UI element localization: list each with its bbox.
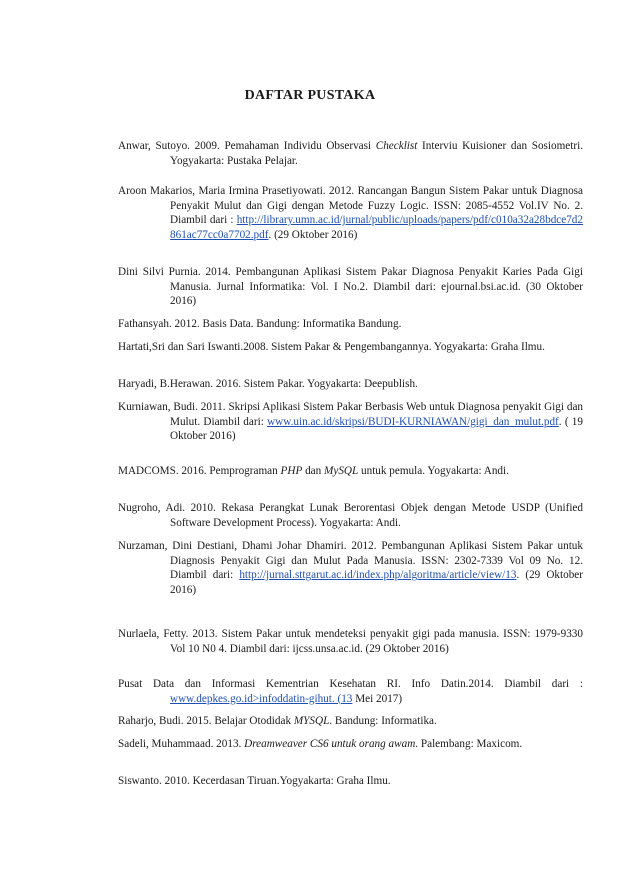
reference-entry: Aroon Makarios, Maria Irmina Prasetiyowati. 2012. Rancangan Bangun Sistem Pakar untuk Diagnosa Penyakit Mulut dan Gigi dengan Metode Fuzzy Logic. ISSN: 2085-4552 Vol.IV No. 2. Diambil dari : http://library.umn.ac.id/jurnal/public/uploads/papers/pdf/c010a32a28bdce7d2861ac77cc0a7702.pdf. (29 Oktober 2016): [118, 185, 583, 242]
reference-entry: Pusat Data dan Informasi Kementrian Kesehatan RI. Info Datin.2014. Diambil dari : www.depkes.go.id>infoddatin-gihut. (13 Mei 2017): [118, 678, 583, 705]
reference-entry: Dini Silvi Purnia. 2014. Pembangunan Aplikasi Sistem Pakar Diagnosa Penyakit Karies Pada Gigi Manusia. Jurnal Informatika: Vol. I No.2. Diambil dari: ejournal.bsi.ac.id. (30 Oktober 2016): [118, 266, 583, 308]
reference-entry: MADCOMS. 2016. Pemprograman PHP dan MySQL untuk pemula. Yogyakarta: Andi.: [118, 465, 509, 477]
reference-entry: Haryadi, B.Herawan. 2016. Sistem Pakar. Yogyakarta: Deepublish.: [118, 378, 418, 390]
reference-link[interactable]: www.depkes.go.id>infoddatin-gihut. (13: [170, 692, 353, 705]
reference-entry: Anwar, Sutoyo. 2009. Pemahaman Individu Observasi Checklist Interviu Kuisioner dan Sosiometri. Yogyakarta: Pustaka Pelajar.: [118, 140, 583, 167]
reference-entry: Hartati,Sri dan Sari Iswanti.2008. Sistem Pakar & Pengembangannya. Yogyakarta: Graha Ilmu.: [118, 341, 545, 353]
reference-entry: Nurlaela, Fetty. 2013. Sistem Pakar untuk mendeteksi penyakit gigi pada manusia. ISSN: 1979-9330 Vol 10 N0 4. Diambil dari: ijcss.unsa.ac.id. (29 Oktober 2016): [118, 628, 583, 655]
page-title: DAFTAR PUSTAKA: [244, 88, 376, 103]
reference-entry: Siswanto. 2010. Kecerdasan Tiruan.Yogyakarta: Graha Ilmu.: [118, 775, 391, 787]
reference-entry: Sadeli, Muhammaad. 2013. Dreamweaver CS6 untuk orang awam. Palembang: Maxicom.: [118, 738, 523, 750]
reference-entry: Kurniawan, Budi. 2011. Skripsi Aplikasi Sistem Pakar Berbasis Web untuk Diagnosa penyakit Gigi dan Mulut. Diambil dari: www.uin.ac.id/skripsi/BUDI-KURNIAWAN/gigi_dan_mulut.pdf. ( 19 Oktober 2016): [118, 401, 583, 443]
reference-entry: Fathansyah. 2012. Basis Data. Bandung: Informatika Bandung.: [118, 318, 402, 330]
reference-entry: Nugroho, Adi. 2010. Rekasa Perangkat Lunak Berorentasi Objek dengan Metode USDP (Unified Software Development Process). Yogyakarta: Andi.: [118, 502, 583, 529]
reference-link[interactable]: www.uin.ac.id/skripsi/BUDI-KURNIAWAN/gigi_dan_mulut.pdf: [267, 415, 559, 428]
reference-entry: Raharjo, Budi. 2015. Belajar Otodidak MYSQL. Bandung: Informatika.: [118, 715, 437, 727]
reference-entry: Nurzaman, Dini Destiani, Dhami Johar Dhamiri. 2012. Pembangunan Aplikasi Sistem Pakar untuk Diagnosis Penyakit Gigi dan Mulut Pada Manusia. ISSN: 2302-7339 Vol 09 No. 12. Diambil dari: http://jurnal.sttgarut.ac.id/index.php/algoritma/article/view/13. (29 Oktober 2016): [118, 540, 583, 597]
reference-link[interactable]: http://jurnal.sttgarut.ac.id/index.php/algoritma/article/view/13: [239, 569, 517, 582]
reference-link[interactable]: http://library.umn.ac.id/jurnal/public/uploads/papers/pdf/c010a32a28bdce7d2861ac77cc0a7702.pdf: [170, 214, 583, 242]
